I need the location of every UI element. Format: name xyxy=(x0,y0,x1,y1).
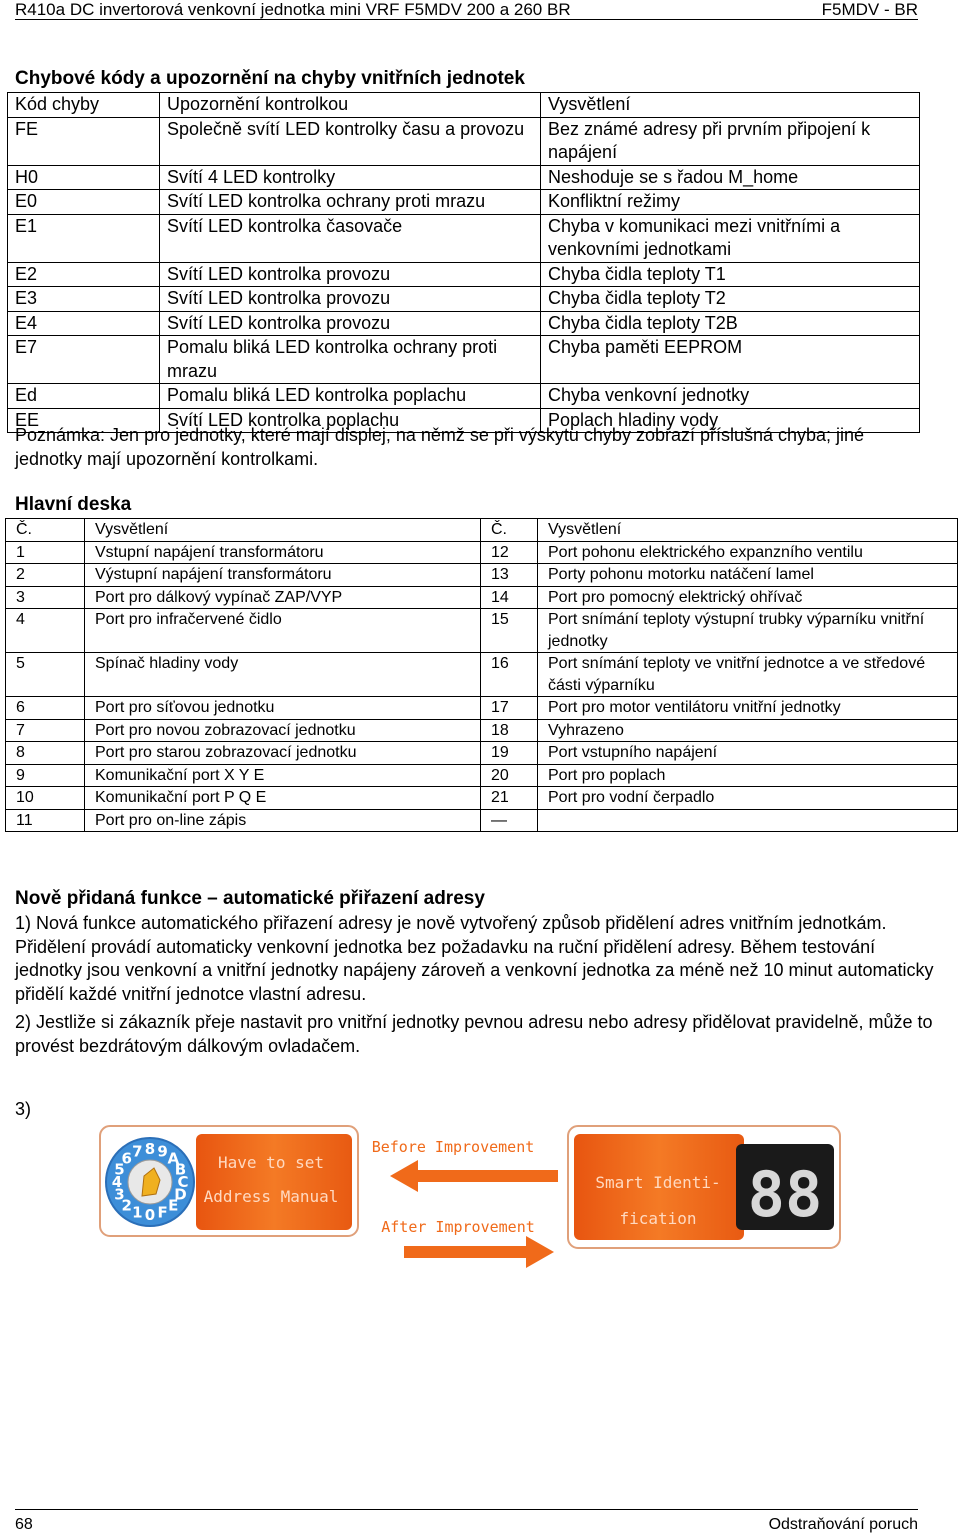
port-description: Port pro infračervené čidlo xyxy=(85,609,481,653)
error-code: E1 xyxy=(8,214,160,262)
error-code: E2 xyxy=(8,262,160,287)
error-code: E0 xyxy=(8,190,160,215)
smart-identification-box xyxy=(568,1126,840,1248)
board-section-title: Hlavní deska xyxy=(15,494,132,515)
column-header: Upozornění kontrolkou xyxy=(160,93,541,118)
port-description: Port pro poplach xyxy=(538,764,958,787)
table-row xyxy=(6,764,958,787)
header-title: R410a DC invertorová venkovní jednotka mini VRF F5MDV 200 a 260 BR xyxy=(15,0,571,19)
table-row xyxy=(8,117,920,165)
error-section-title: Chybové kódy a upozornění na chyby vnitřních jednotek xyxy=(15,68,525,89)
explanation: Neshoduje se s řadou M_home xyxy=(541,165,920,190)
before-label: Before Improvement xyxy=(371,1138,535,1156)
table-row xyxy=(6,653,958,697)
error-code: EE xyxy=(8,408,160,433)
port-number: 19 xyxy=(481,742,538,765)
port-description: Vstupní napájení transformátoru xyxy=(85,541,481,564)
dial-digit: 5 xyxy=(114,1160,125,1179)
port-description: Komunikační port P Q E xyxy=(85,787,481,810)
page-footer xyxy=(15,1509,918,1533)
port-description: Vyhrazeno xyxy=(538,719,958,742)
table-row xyxy=(8,190,920,215)
before-arrow xyxy=(372,1138,558,1192)
right-box-line2: fication xyxy=(619,1209,697,1228)
dial-digit: 7 xyxy=(132,1142,143,1161)
error-code: E7 xyxy=(8,336,160,384)
port-description xyxy=(538,809,958,832)
explanation: Chyba v komunikaci mezi vnitřními a venkovními jednotkami xyxy=(541,214,920,262)
port-description: Port vstupního napájení xyxy=(538,742,958,765)
port-description: Port pro on-line zápis xyxy=(85,809,481,832)
port-number: 9 xyxy=(6,764,85,787)
dial-digit: 0 xyxy=(144,1206,156,1224)
manual-address-box xyxy=(100,1126,358,1236)
table-header-row xyxy=(6,519,958,542)
led-indication: Svítí LED kontrolka ochrany proti mrazu xyxy=(160,190,541,215)
port-description: Port pro pomocný elektrický ohřívač xyxy=(538,586,958,609)
port-description: Port pro novou zobrazovací jednotku xyxy=(85,719,481,742)
led-indication: Svítí LED kontrolka poplachu xyxy=(160,408,541,433)
explanation: Konfliktní režimy xyxy=(541,190,920,215)
port-number: 21 xyxy=(481,787,538,810)
dial-digit: 4 xyxy=(111,1173,123,1191)
page-header xyxy=(15,0,918,20)
port-description: Port pro dálkový vypínač ZAP/VYP xyxy=(85,586,481,609)
error-code-table xyxy=(7,92,920,433)
error-note: Poznámka: Jen pro jednotky, které mají displej, na němž se při výskytu chyby zobrazí příslušná chyba; jiné jednotky mají upozornění kontrolkami. xyxy=(15,425,865,469)
page-number: 68 xyxy=(15,1516,33,1533)
table-row xyxy=(8,384,920,409)
port-description: Port snímání teploty výstupní trubky výparníku vnitřní jednotky xyxy=(538,609,958,653)
dial-digit: 6 xyxy=(121,1149,132,1168)
dial-digit: 8 xyxy=(144,1140,156,1158)
port-description: Port pohonu elektrického expanzního ventilu xyxy=(538,541,958,564)
function-paragraph-2: 2) Jestliže si zákazník přeje nastavit pro vnitřní jednotky pevnou adresu nebo adresy přidělovat pravidelně, může to provést bezdrátovým dálkovým ovladačem. xyxy=(15,1012,933,1056)
port-description: Port pro motor ventilátoru vnitřní jednotky xyxy=(538,697,958,720)
footer-section: Odstraňování poruch xyxy=(768,1516,918,1533)
port-description: Port pro starou zobrazovací jednotku xyxy=(85,742,481,765)
port-number: 12 xyxy=(481,541,538,564)
explanation: Chyba čidla teploty T1 xyxy=(541,262,920,287)
address-diagram xyxy=(98,1122,843,1272)
port-number: 4 xyxy=(6,609,85,653)
port-number: 17 xyxy=(481,697,538,720)
port-number: 11 xyxy=(6,809,85,832)
port-description: Port pro síťovou jednotku xyxy=(85,697,481,720)
left-box-line2: Address Manual xyxy=(203,1187,339,1206)
led-indication: Svítí LED kontrolka časovače xyxy=(160,214,541,262)
port-number: 18 xyxy=(481,719,538,742)
column-header: Č. xyxy=(481,519,538,542)
table-row xyxy=(6,809,958,832)
port-number: 5 xyxy=(6,653,85,697)
led-indication: Svítí LED kontrolka provozu xyxy=(160,262,541,287)
port-description: Port pro vodní čerpadlo xyxy=(538,787,958,810)
port-number: 1 xyxy=(6,541,85,564)
explanation: Chyba paměti EEPROM xyxy=(541,336,920,384)
dial-digit: C xyxy=(177,1173,189,1191)
table-row xyxy=(6,787,958,810)
port-number: 8 xyxy=(6,742,85,765)
table-row xyxy=(8,214,920,262)
function-section-title: Nově přidaná funkce – automatické přiřazení adresy xyxy=(15,888,485,909)
function-paragraph-3: 3) xyxy=(15,1099,32,1119)
after-arrow xyxy=(381,1218,554,1268)
port-description: Porty pohonu motorku natáčení lamel xyxy=(538,564,958,587)
dial-digit: E xyxy=(168,1196,179,1215)
error-code: FE xyxy=(8,117,160,165)
port-description: Komunikační port X Y E xyxy=(85,764,481,787)
table-row xyxy=(6,742,958,765)
dial-digit: 3 xyxy=(114,1185,125,1204)
table-row xyxy=(8,287,920,312)
led-indication: Pomalu bliká LED kontrolka ochrany proti mrazu xyxy=(160,336,541,384)
port-number: 7 xyxy=(6,719,85,742)
after-label: After Improvement xyxy=(381,1218,535,1236)
table-row xyxy=(8,262,920,287)
dial-digit: F xyxy=(157,1203,168,1222)
port-description: Spínač hladiny vody xyxy=(85,653,481,697)
port-number: 3 xyxy=(6,586,85,609)
led-indication: Svítí LED kontrolka provozu xyxy=(160,287,541,312)
port-number: 15 xyxy=(481,609,538,653)
column-header: Vysvětlení xyxy=(538,519,958,542)
dial-digit: 1 xyxy=(132,1203,143,1222)
error-code: E4 xyxy=(8,311,160,336)
table-row xyxy=(6,609,958,653)
led-indication: Pomalu bliká LED kontrolka poplachu xyxy=(160,384,541,409)
explanation: Poplach hladiny vody xyxy=(541,408,920,433)
led-indication: Společně svítí LED kontrolky času a provozu xyxy=(160,117,541,165)
port-number: 6 xyxy=(6,697,85,720)
dial-digit: A xyxy=(167,1149,180,1168)
led-indication: Svítí 4 LED kontrolky xyxy=(160,165,541,190)
port-number: 14 xyxy=(481,586,538,609)
table-row xyxy=(6,541,958,564)
column-header: Č. xyxy=(6,519,85,542)
dial-digit: 9 xyxy=(157,1142,168,1161)
header-code: F5MDV - BR xyxy=(821,0,918,19)
function-paragraph-1: 1) Nová funkce automatického přiřazení adresy je nově vytvořený způsob přidělení adres vnitřním jednotkám. Přidělení provádí automaticky venkovní jednotka bez požadavku na ruční přidělení adresy. Během testování jednotky jsou venkovní a vnitřní jednotky napájeny zároveň a venkovní jednotka za méně než 10 minut automaticky přidělí každé vnitřní jednotce vlastní adresu. xyxy=(15,913,934,1004)
table-row xyxy=(8,311,920,336)
port-description: Port snímání teploty ve vnitřní jednotce a ve středové části výparníku xyxy=(538,653,958,697)
table-row xyxy=(6,697,958,720)
display-digits: 88 xyxy=(747,1158,823,1231)
column-header: Vysvětlení xyxy=(85,519,481,542)
right-box-line1: Smart Identi- xyxy=(595,1173,721,1192)
table-row xyxy=(6,586,958,609)
table-header-row xyxy=(8,93,920,118)
table-row xyxy=(8,165,920,190)
main-board-table xyxy=(5,518,958,832)
port-number: — xyxy=(481,809,538,832)
port-number: 10 xyxy=(6,787,85,810)
port-number: 20 xyxy=(481,764,538,787)
dial-digit: B xyxy=(174,1160,187,1179)
port-number: 13 xyxy=(481,564,538,587)
error-code: H0 xyxy=(8,165,160,190)
table-row xyxy=(8,336,920,384)
port-description: Výstupní napájení transformátoru xyxy=(85,564,481,587)
explanation: Chyba čidla teploty T2B xyxy=(541,311,920,336)
column-header: Kód chyby xyxy=(8,93,160,118)
error-code: E3 xyxy=(8,287,160,312)
column-header: Vysvětlení xyxy=(541,93,920,118)
table-row xyxy=(6,719,958,742)
dial-digit: D xyxy=(174,1185,187,1204)
table-row xyxy=(6,564,958,587)
port-number: 16 xyxy=(481,653,538,697)
error-code: Ed xyxy=(8,384,160,409)
explanation: Bez známé adresy při prvním připojení k napájení xyxy=(541,117,920,165)
explanation: Chyba čidla teploty T2 xyxy=(541,287,920,312)
led-indication: Svítí LED kontrolka provozu xyxy=(160,311,541,336)
port-number: 2 xyxy=(6,564,85,587)
dial-digit: 2 xyxy=(121,1196,132,1215)
left-box-line1: Have to set xyxy=(218,1153,324,1172)
explanation: Chyba venkovní jednotky xyxy=(541,384,920,409)
